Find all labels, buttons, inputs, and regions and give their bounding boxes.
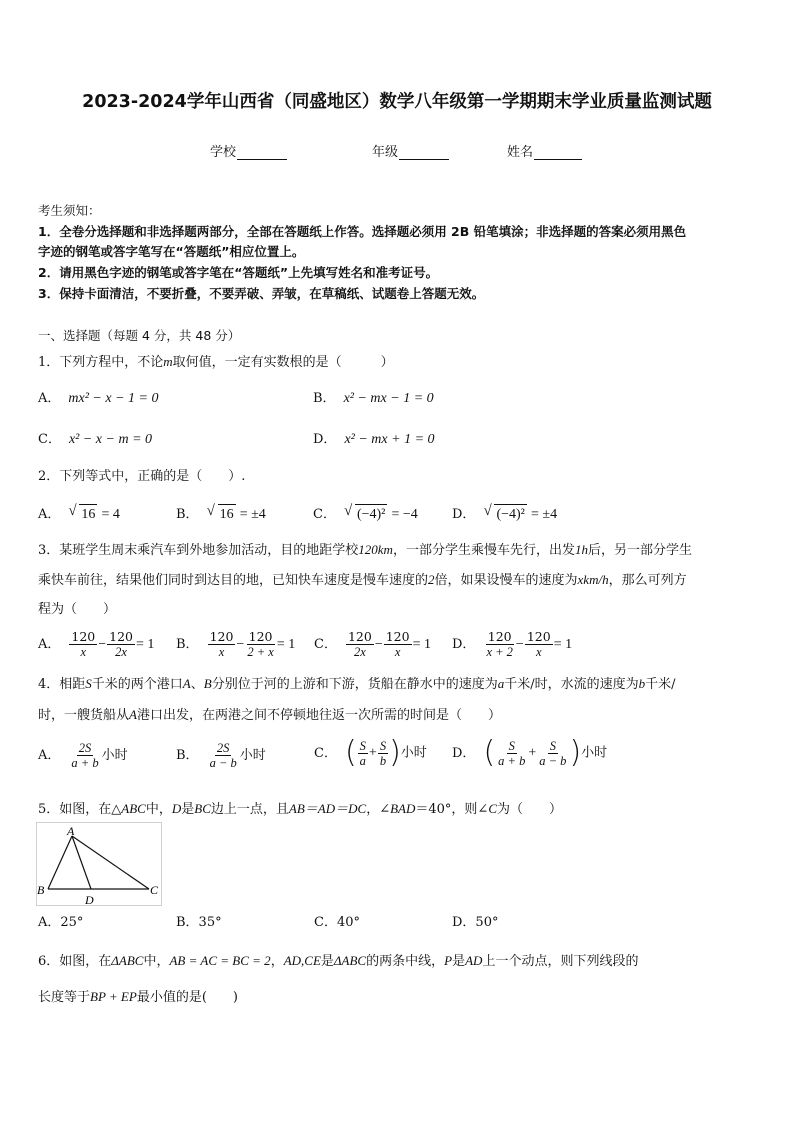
- notice-heading: 考生须知：: [38, 203, 101, 218]
- question-6-line-2: 长度等于BP + EP最小值的是( ): [38, 989, 238, 1005]
- notice-item-1-cont: 字迹的钢笔或答字笔写在“答题纸”相应位置上。: [38, 244, 305, 259]
- school-label: 学校: [210, 145, 237, 160]
- section-heading: 一、选择题（每题 4 分，共 48 分）: [38, 328, 241, 343]
- q5-option-b[interactable]: B．35°: [176, 915, 222, 930]
- q3-option-b[interactable]: B． $\frac{120}{x}$ − $\frac{120}{2 + x}$ = 1: [176, 629, 296, 659]
- page-title: 2023-2024学年山西省（同盛地区）数学八年级第一学期期末学业质量监测试题: [82, 92, 712, 112]
- vertex-d-label: D: [85, 893, 94, 906]
- notice-item-1: 1．全卷分选择题和非选择题两部分，全部在答题纸上作答。选择题必须用 2B 铅笔填涂；非选择题的答案必须用黑色: [38, 224, 687, 239]
- q5-option-a[interactable]: A．25°: [38, 915, 84, 930]
- side-ac: [72, 836, 149, 889]
- q1-option-d[interactable]: D． x² − mx + 1 = 0: [313, 432, 435, 447]
- q2-option-d[interactable]: D． √ (−4)² = ±4: [452, 504, 557, 525]
- question-3-line-3: 程为（ ）: [38, 602, 117, 617]
- grade-label: 年级: [372, 145, 399, 160]
- segment-ad: [72, 836, 91, 889]
- notice-item-3: 3．保持卡面清洁，不要折叠，不要弄破、弄皱，在草稿纸、试题卷上答题无效。: [38, 286, 485, 301]
- q5-option-c[interactable]: C．40°: [314, 915, 360, 930]
- question-3-line-2: 乘快车前往，结果他们同时到达目的地，已知快车速度是慢车速度的2倍，如果设慢车的速度为xkm/h，那么可列方: [38, 572, 687, 588]
- figure-frame: [37, 823, 162, 906]
- q2-option-b[interactable]: B． √ 16 = ±4: [176, 504, 266, 525]
- name-field[interactable]: [507, 141, 582, 160]
- q4-option-b[interactable]: B． $\frac{2S}{a - b}$ 小时: [176, 741, 266, 770]
- grade-field[interactable]: [372, 141, 449, 160]
- school-field[interactable]: [210, 141, 287, 160]
- q1-option-a[interactable]: A． mx² − x − 1 = 0: [38, 391, 159, 406]
- q4-option-a[interactable]: A． $\frac{2S}{a + b}$ 小时: [38, 741, 128, 770]
- q4-option-d[interactable]: D． ( $\frac{S}{a + b}$ + $\frac{S}{a - b}$ )小时: [452, 735, 608, 770]
- vertex-a-label: A: [67, 824, 75, 838]
- vertex-b-label: B: [37, 883, 45, 897]
- question-1-stem: 1．下列方程中，不论m取何值，一定有实数根的是（ ）: [38, 354, 394, 370]
- vertex-c-label: C: [150, 883, 159, 897]
- q1-option-c[interactable]: C． x² − x − m = 0: [38, 432, 153, 447]
- q3-option-d[interactable]: D． $\frac{120}{x + 2}$ − $\frac{120}{x}$ = 1: [452, 629, 573, 659]
- q5-option-d[interactable]: D．50°: [452, 915, 499, 930]
- notice-item-2: 2．请用黑色字迹的钢笔或答字笔在“答题纸”上先填写姓名和准考证号。: [38, 265, 439, 280]
- question-4-line-1: 4．相距S千米的两个港口A、B分别位于河的上游和下游，货船在静水中的速度为a千米/时，水流的速度为b千米/: [38, 676, 676, 692]
- side-ab: [48, 836, 72, 889]
- q4-option-c[interactable]: C． ( $\frac{S}{a}$ + $\frac{S}{b}$ )小时: [314, 735, 427, 770]
- q1-option-b[interactable]: B． x² − mx − 1 = 0: [313, 391, 434, 406]
- q2-option-c[interactable]: C． √ (−4)² = −4: [313, 504, 418, 525]
- question-4-line-2: 时，一艘货船从A港口出发，在两港之间不停顿地往返一次所需的时间是（ ）: [38, 707, 501, 723]
- q2-option-a[interactable]: A． √ 16 = 4: [38, 504, 120, 525]
- question-5-stem: 5．如图，在△ABC中，D是BC边上一点，且AB＝AD＝DC，∠BAD＝40°，则∠C为（ ）: [38, 801, 562, 817]
- question-6-line-1: 6．如图，在ΔABC中，AB = AC = BC = 2，AD,CE是ΔABC的两条中线，P是AD上一个动点，则下列线段的: [38, 953, 639, 969]
- name-label: 姓名: [507, 145, 534, 160]
- q3-option-c[interactable]: C． $\frac{120}{2x}$ − $\frac{120}{x}$ = 1: [314, 629, 431, 659]
- question-2-stem: 2．下列等式中，正确的是（ ）.: [38, 469, 246, 484]
- q3-option-a[interactable]: A． $\frac{120}{x}$ − $\frac{120}{2x}$ = 1: [38, 629, 155, 659]
- triangle-figure: [36, 822, 162, 906]
- question-3-line-1: 3．某班学生周末乘汽车到外地参加活动，目的地距学校120km，一部分学生乘慢车先行，出发1h后，另一部分学生: [38, 542, 692, 558]
